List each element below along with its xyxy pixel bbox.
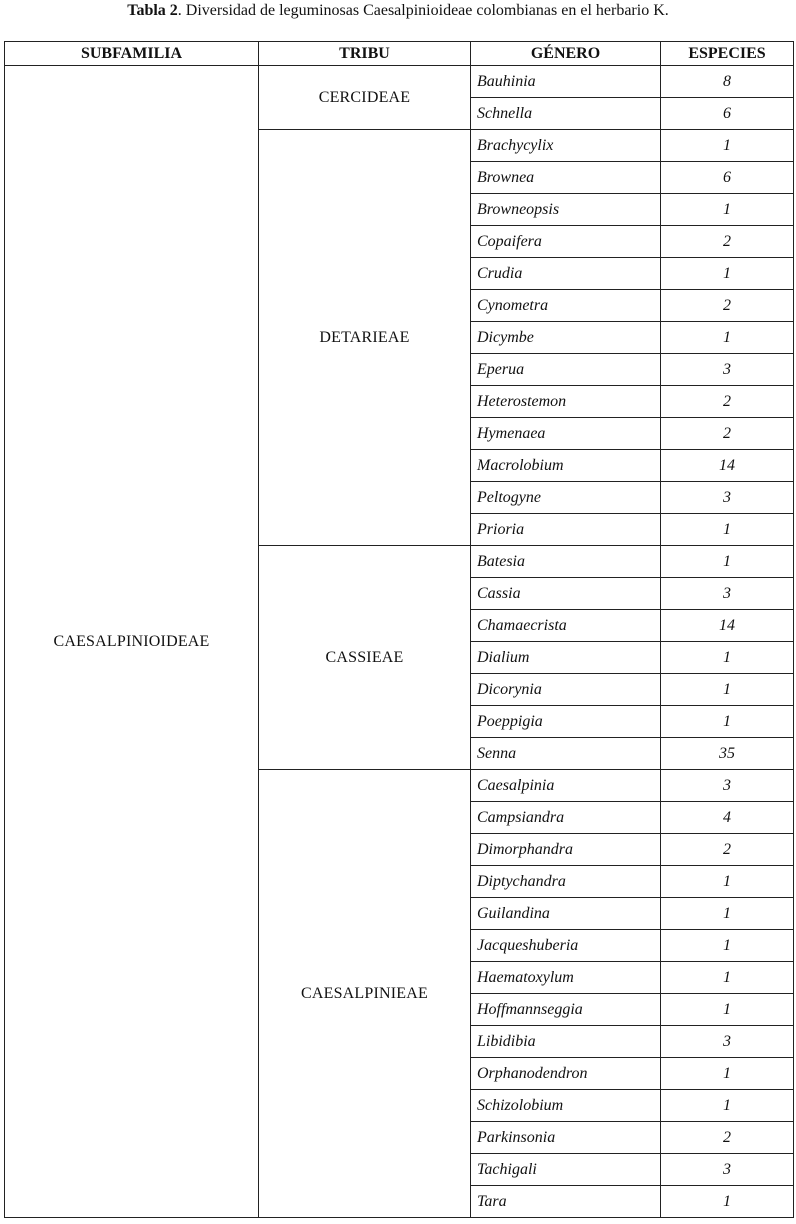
genus-cell: Poeppigia [471, 706, 661, 738]
species-count-cell: 6 [661, 162, 794, 194]
species-count-cell: 1 [661, 962, 794, 994]
species-count-cell: 1 [661, 322, 794, 354]
caption-text: . Diversidad de leguminosas Caesalpinioideae colombianas en el herbario K. [177, 2, 669, 19]
genus-cell: Eperua [471, 354, 661, 386]
species-count-cell: 1 [661, 866, 794, 898]
genus-cell: Chamaecrista [471, 610, 661, 642]
species-count-cell: 14 [661, 610, 794, 642]
genus-cell: Jacqueshuberia [471, 930, 661, 962]
genus-cell: Brachycylix [471, 130, 661, 162]
genus-cell: Libidibia [471, 1026, 661, 1058]
species-count-cell: 2 [661, 226, 794, 258]
species-count-cell: 3 [661, 482, 794, 514]
species-count-cell: 1 [661, 514, 794, 546]
species-count-cell: 1 [661, 1090, 794, 1122]
table-row [5, 66, 794, 98]
subfamily-cell: CAESALPINIOIDEAE [5, 66, 259, 1218]
genus-cell: Dialium [471, 642, 661, 674]
species-count-cell: 4 [661, 802, 794, 834]
species-count-cell: 1 [661, 930, 794, 962]
genus-cell: Campsiandra [471, 802, 661, 834]
genus-cell: Senna [471, 738, 661, 770]
genus-cell: Prioria [471, 514, 661, 546]
genus-cell: Guilandina [471, 898, 661, 930]
genus-cell: Caesalpinia [471, 770, 661, 802]
header-genus: GÉNERO [471, 42, 661, 66]
species-count-cell: 3 [661, 354, 794, 386]
genus-cell: Copaifera [471, 226, 661, 258]
species-count-cell: 1 [661, 1186, 794, 1218]
species-count-cell: 1 [661, 642, 794, 674]
tribe-cell: CERCIDEAE [259, 66, 471, 130]
species-count-cell: 1 [661, 706, 794, 738]
genus-cell: Brownea [471, 162, 661, 194]
species-count-cell: 2 [661, 834, 794, 866]
genus-cell: Heterostemon [471, 386, 661, 418]
genus-cell: Batesia [471, 546, 661, 578]
genus-cell: Diptychandra [471, 866, 661, 898]
species-count-cell: 2 [661, 386, 794, 418]
species-count-cell: 3 [661, 770, 794, 802]
table-body [5, 66, 794, 1218]
genus-cell: Haematoxylum [471, 962, 661, 994]
genus-cell: Hymenaea [471, 418, 661, 450]
genus-cell: Dicorynia [471, 674, 661, 706]
genus-cell: Cynometra [471, 290, 661, 322]
species-count-cell: 3 [661, 578, 794, 610]
species-count-cell: 1 [661, 194, 794, 226]
species-count-cell: 1 [661, 674, 794, 706]
genus-cell: Bauhinia [471, 66, 661, 98]
genus-cell: Macrolobium [471, 450, 661, 482]
genus-cell: Browneopsis [471, 194, 661, 226]
species-count-cell: 2 [661, 290, 794, 322]
species-count-cell: 14 [661, 450, 794, 482]
species-count-cell: 35 [661, 738, 794, 770]
species-count-cell: 3 [661, 1154, 794, 1186]
species-count-cell: 1 [661, 258, 794, 290]
genus-cell: Hoffmannseggia [471, 994, 661, 1026]
genus-cell: Cassia [471, 578, 661, 610]
genus-cell: Parkinsonia [471, 1122, 661, 1154]
header-tribe: TRIBU [259, 42, 471, 66]
species-count-cell: 2 [661, 418, 794, 450]
genus-cell: Peltogyne [471, 482, 661, 514]
species-count-cell: 6 [661, 98, 794, 130]
species-count-cell: 1 [661, 898, 794, 930]
header-species: ESPECIES [661, 42, 794, 66]
genus-cell: Crudia [471, 258, 661, 290]
genus-cell: Tara [471, 1186, 661, 1218]
species-count-cell: 2 [661, 1122, 794, 1154]
genus-cell: Orphanodendron [471, 1058, 661, 1090]
genus-cell: Dimorphandra [471, 834, 661, 866]
species-count-cell: 3 [661, 1026, 794, 1058]
genus-cell: Tachigali [471, 1154, 661, 1186]
species-count-cell: 1 [661, 546, 794, 578]
species-count-cell: 1 [661, 130, 794, 162]
header-subfamily: SUBFAMILIA [5, 42, 259, 66]
genus-cell: Schnella [471, 98, 661, 130]
species-count-cell: 8 [661, 66, 794, 98]
tribe-cell: CASSIEAE [259, 546, 471, 770]
tribe-cell: CAESALPINIEAE [259, 770, 471, 1218]
species-table [4, 41, 794, 1218]
species-count-cell: 1 [661, 994, 794, 1026]
caption-label: Tabla 2 [127, 2, 178, 19]
species-count-cell: 1 [661, 1058, 794, 1090]
genus-cell: Schizolobium [471, 1090, 661, 1122]
genus-cell: Dicymbe [471, 322, 661, 354]
table-caption [0, 0, 796, 24]
tribe-cell: DETARIEAE [259, 130, 471, 546]
header-row [5, 42, 794, 66]
